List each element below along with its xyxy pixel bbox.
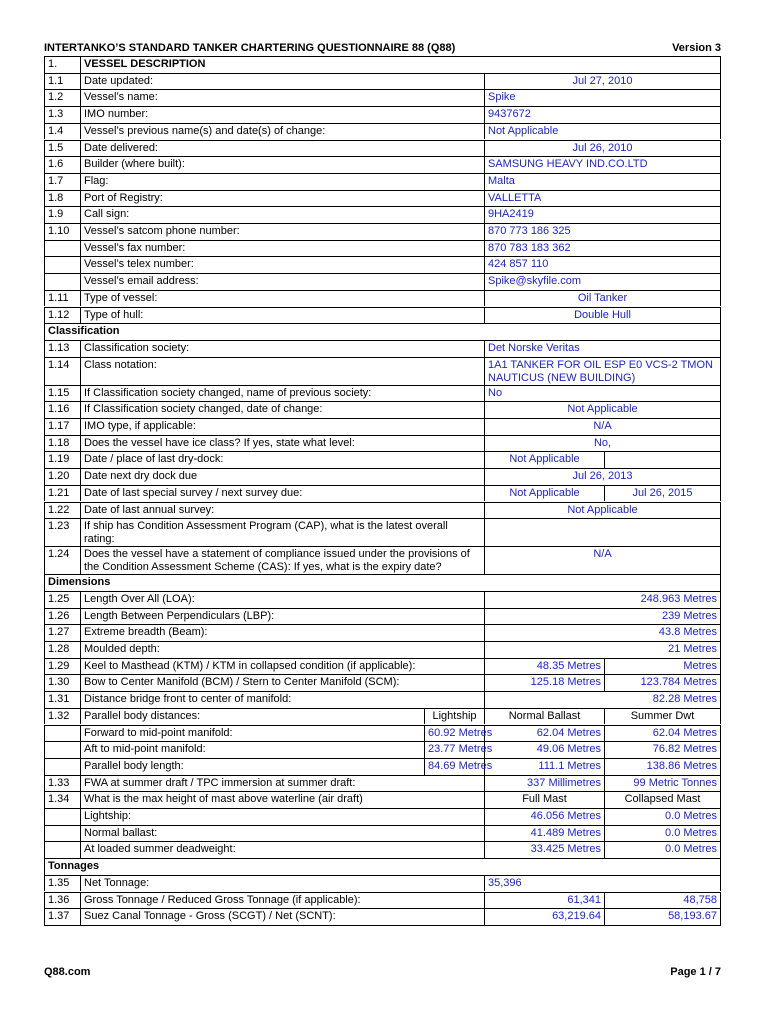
field-value: 60.92 Metres <box>425 725 485 742</box>
table-row <box>44 591 721 608</box>
table-row <box>44 825 721 842</box>
item-number: 1.5 <box>44 140 81 157</box>
field-label: Parallel body distances: <box>81 708 425 725</box>
field-value: Not Applicable <box>485 485 605 502</box>
table-row <box>44 841 721 858</box>
field-value: 123.784 Metres <box>605 674 721 691</box>
field-value: 0.0 Metres <box>605 841 721 858</box>
row-divider <box>44 658 721 659</box>
field-label: Bow to Center Manifold (BCM) / Stern to Center Manifold (SCM): <box>81 674 485 691</box>
field-value: 23.77 Metres <box>425 741 485 758</box>
page-number: Page 1 / 7 <box>670 966 721 978</box>
field-label: Vessel’s email address: <box>81 273 485 290</box>
field-value: 0.0 Metres <box>605 825 721 842</box>
row-divider <box>44 624 721 625</box>
field-value: 870 773 186 325 <box>485 223 721 240</box>
version-label: Version 3 <box>672 42 721 54</box>
item-number <box>44 323 81 340</box>
field-value: 870 783 183 362 <box>485 240 721 257</box>
item-number <box>44 841 81 858</box>
item-number: 1.15 <box>44 385 81 402</box>
item-number: 1.32 <box>44 708 81 725</box>
row-divider <box>44 825 721 826</box>
item-number: 1.28 <box>44 641 81 658</box>
field-value: 111.1 Metres <box>485 758 605 775</box>
table-row <box>44 451 721 468</box>
field-value: 63,219.64 <box>485 908 605 925</box>
table-row <box>44 546 721 574</box>
row-divider <box>44 173 721 174</box>
table-row <box>44 140 721 157</box>
row-divider <box>44 674 721 675</box>
table-row <box>44 691 721 708</box>
table-row <box>44 908 721 925</box>
field-value: Spike <box>485 89 721 106</box>
row-divider <box>44 591 721 592</box>
field-label: Date delivered: <box>81 140 485 157</box>
field-value: 48,758 <box>605 892 721 909</box>
field-label: Does the vessel have a statement of compliance issued under the provisions of the Condition Assessment Scheme (CAS): If yes, what is the expiry date? <box>81 546 485 574</box>
field-value: No <box>485 385 721 402</box>
table-row <box>44 273 721 290</box>
row-divider <box>44 340 721 341</box>
field-value: VALLETTA <box>485 190 721 207</box>
row-divider <box>44 357 721 358</box>
table-row <box>44 791 721 808</box>
table-row <box>44 89 721 106</box>
field-value: Normal Ballast <box>485 708 605 725</box>
section-row <box>44 323 721 340</box>
row-divider <box>44 206 721 207</box>
field-value: 424 857 110 <box>485 256 721 273</box>
field-label: IMO type, if applicable: <box>81 418 485 435</box>
row-divider <box>44 89 721 90</box>
table-row <box>44 307 721 324</box>
field-value: Not Applicable <box>485 502 721 519</box>
table-row <box>44 808 721 825</box>
item-number: 1.4 <box>44 123 81 140</box>
item-number: 1.30 <box>44 674 81 691</box>
table-row <box>44 608 721 625</box>
row-divider <box>44 485 721 486</box>
item-number <box>44 574 81 591</box>
row-divider <box>44 858 721 859</box>
document-header <box>44 42 721 56</box>
field-value: 9HA2419 <box>485 206 721 223</box>
field-value: 138.86 Metres <box>605 758 721 775</box>
field-label: FWA at summer draft / TPC immersion at summer draft: <box>81 775 485 792</box>
field-value: 41.489 Metres <box>485 825 605 842</box>
field-value: No, <box>485 435 721 452</box>
field-value: Metres <box>605 658 721 675</box>
table-row <box>44 240 721 257</box>
row-divider <box>44 841 721 842</box>
table-row <box>44 223 721 240</box>
item-number: 1.25 <box>44 591 81 608</box>
table-row <box>44 468 721 485</box>
table-row <box>44 775 721 792</box>
row-divider <box>44 725 721 726</box>
row-divider <box>44 775 721 776</box>
row-divider <box>44 106 721 107</box>
field-label: Moulded depth: <box>81 641 485 658</box>
field-value: 46.056 Metres <box>485 808 605 825</box>
row-divider <box>44 140 721 141</box>
field-value: 0.0 Metres <box>605 808 721 825</box>
section-title: VESSEL DESCRIPTION <box>81 56 721 73</box>
field-label: Vessel’s fax number: <box>81 240 485 257</box>
field-value: 99 Metric Tonnes <box>605 775 721 792</box>
field-value: 76.82 Metres <box>605 741 721 758</box>
table-row <box>44 624 721 641</box>
item-number: 1.34 <box>44 791 81 808</box>
row-divider <box>44 156 721 157</box>
item-number: 1.10 <box>44 223 81 240</box>
table-row <box>44 73 721 90</box>
field-label: Flag: <box>81 173 485 190</box>
row-divider <box>44 546 721 547</box>
field-label: Lightship: <box>81 808 485 825</box>
table-row <box>44 385 721 402</box>
item-number: 1. <box>44 56 81 73</box>
row-divider <box>44 791 721 792</box>
section-title: Tonnages <box>44 858 721 875</box>
item-number <box>44 758 81 775</box>
row-divider <box>44 290 721 291</box>
row-divider <box>44 385 721 386</box>
item-number: 1.20 <box>44 468 81 485</box>
row-divider <box>44 808 721 809</box>
table-row <box>44 401 721 418</box>
item-number: 1.27 <box>44 624 81 641</box>
table-row <box>44 485 721 502</box>
table-row <box>44 106 721 123</box>
field-label: Suez Canal Tonnage - Gross (SCGT) / Net (SCNT): <box>81 908 485 925</box>
row-divider <box>44 574 721 575</box>
row-divider <box>44 73 721 74</box>
field-label: Vessel’s satcom phone number: <box>81 223 485 240</box>
table-row <box>44 875 721 892</box>
item-number <box>44 825 81 842</box>
field-value: 21 Metres <box>485 641 721 658</box>
row-divider <box>44 468 721 469</box>
field-label: Date / place of last dry-dock: <box>81 451 485 468</box>
item-number: 1.13 <box>44 340 81 357</box>
field-label: Date of last special survey / next survey due: <box>81 485 485 502</box>
table-row <box>44 892 721 909</box>
table-row <box>44 357 721 385</box>
item-number <box>44 808 81 825</box>
field-label: Length Between Perpendiculars (LBP): <box>81 608 485 625</box>
section-row <box>44 574 721 591</box>
table-row <box>44 206 721 223</box>
field-value: Jul 26, 2015 <box>605 485 721 502</box>
table-row <box>44 290 721 307</box>
field-value: 61,341 <box>485 892 605 909</box>
field-label: Keel to Masthead (KTM) / KTM in collapsed condition (if applicable): <box>81 658 485 675</box>
field-label: Vessel’s telex number: <box>81 256 485 273</box>
row-divider <box>44 691 721 692</box>
item-number <box>44 256 81 273</box>
row-divider <box>44 451 721 452</box>
item-number <box>44 725 81 742</box>
document-footer <box>44 966 721 980</box>
field-value <box>605 451 721 468</box>
row-divider <box>44 190 721 191</box>
field-value: Malta <box>485 173 721 190</box>
field-label: If ship has Condition Assessment Program (CAP), what is the latest overall rating: <box>81 518 485 546</box>
field-label: Extreme breadth (Beam): <box>81 624 485 641</box>
item-number: 1.6 <box>44 156 81 173</box>
item-number: 1.9 <box>44 206 81 223</box>
item-number: 1.18 <box>44 435 81 452</box>
field-label: Does the vessel have ice class? If yes, state what level: <box>81 435 485 452</box>
table-row <box>44 435 721 452</box>
section-row <box>44 858 721 875</box>
row-divider <box>44 256 721 257</box>
item-number: 1.11 <box>44 290 81 307</box>
table-row <box>44 758 721 775</box>
field-value: 337 Millimetres <box>485 775 605 792</box>
field-value: 1A1 TANKER FOR OIL ESP E0 VCS-2 TMON NAUTICUS (NEW BUILDING) <box>485 357 721 385</box>
table-row <box>44 418 721 435</box>
row-divider <box>44 708 721 709</box>
field-value: Lightship <box>425 708 485 725</box>
field-value: 33.425 Metres <box>485 841 605 858</box>
item-number: 1.7 <box>44 173 81 190</box>
row-divider <box>44 608 721 609</box>
table-row <box>44 502 721 519</box>
field-value: 62.04 Metres <box>605 725 721 742</box>
row-divider <box>44 123 721 124</box>
field-label: Call sign: <box>81 206 485 223</box>
field-value: 248.963 Metres <box>485 591 721 608</box>
field-value <box>485 518 721 546</box>
row-divider <box>44 435 721 436</box>
field-value: N/A <box>485 418 721 435</box>
field-label: Vessel’s previous name(s) and date(s) of change: <box>81 123 485 140</box>
item-number: 1.2 <box>44 89 81 106</box>
item-number: 1.22 <box>44 502 81 519</box>
field-label: Normal ballast: <box>81 825 485 842</box>
item-number <box>44 741 81 758</box>
field-label: Classification society: <box>81 340 485 357</box>
field-value: 82.28 Metres <box>485 691 721 708</box>
row-divider <box>44 908 721 909</box>
row-divider <box>44 56 721 57</box>
table-row <box>44 741 721 758</box>
table-row <box>44 173 721 190</box>
field-label: At loaded summer deadweight: <box>81 841 485 858</box>
item-number: 1.21 <box>44 485 81 502</box>
field-value: 58,193.67 <box>605 908 721 925</box>
row-divider <box>44 741 721 742</box>
field-value: Jul 27, 2010 <box>485 73 721 90</box>
field-label: If Classification society changed, date of change: <box>81 401 485 418</box>
item-number: 1.3 <box>44 106 81 123</box>
table-row <box>44 518 721 546</box>
item-number: 1.19 <box>44 451 81 468</box>
row-divider <box>44 273 721 274</box>
item-number: 1.35 <box>44 875 81 892</box>
field-value: Det Norske Veritas <box>485 340 721 357</box>
field-value: SAMSUNG HEAVY IND.CO.LTD <box>485 156 721 173</box>
table-row <box>44 658 721 675</box>
table-row <box>44 708 721 725</box>
item-number: 1.17 <box>44 418 81 435</box>
table-row <box>44 123 721 140</box>
field-label: If Classification society changed, name of previous society: <box>81 385 485 402</box>
item-number: 1.36 <box>44 892 81 909</box>
row-divider <box>44 418 721 419</box>
row-divider <box>44 875 721 876</box>
field-label: IMO number: <box>81 106 485 123</box>
field-value: 84.69 Metres <box>425 758 485 775</box>
row-divider <box>44 401 721 402</box>
row-divider <box>44 223 721 224</box>
field-value: Not Applicable <box>485 451 605 468</box>
row-divider <box>44 641 721 642</box>
field-value: 43.8 Metres <box>485 624 721 641</box>
row-divider <box>44 323 721 324</box>
table-row <box>44 641 721 658</box>
row-divider <box>44 240 721 241</box>
table-row <box>44 340 721 357</box>
item-number: 1.24 <box>44 546 81 574</box>
row-divider <box>44 758 721 759</box>
item-number: 1.26 <box>44 608 81 625</box>
field-label: Class notation: <box>81 357 485 385</box>
field-label: Length Over All (LOA): <box>81 591 485 608</box>
field-value: Not Applicable <box>485 123 721 140</box>
field-value: Jul 26, 2013 <box>485 468 721 485</box>
table-row <box>44 725 721 742</box>
row-divider <box>44 518 721 519</box>
field-value: Full Mast <box>485 791 605 808</box>
field-value: 125.18 Metres <box>485 674 605 691</box>
section-title: Dimensions <box>44 574 721 591</box>
table-row <box>44 156 721 173</box>
item-number: 1.1 <box>44 73 81 90</box>
item-number <box>44 858 81 875</box>
field-value: 239 Metres <box>485 608 721 625</box>
field-label: Net Tonnage: <box>81 875 485 892</box>
field-label: Forward to mid-point manifold: <box>81 725 425 742</box>
field-value: Double Hull <box>485 307 721 324</box>
field-label: Date updated: <box>81 73 485 90</box>
item-number: 1.23 <box>44 518 81 546</box>
field-value: 62.04 Metres <box>485 725 605 742</box>
field-value: Summer Dwt <box>605 708 721 725</box>
table-row <box>44 674 721 691</box>
field-value: N/A <box>485 546 721 574</box>
field-label: Parallel body length: <box>81 758 425 775</box>
table-row <box>44 190 721 207</box>
row-divider <box>44 892 721 893</box>
item-number: 1.14 <box>44 357 81 385</box>
row-divider <box>44 925 721 926</box>
field-value: 49.06 Metres <box>485 741 605 758</box>
table-row <box>44 256 721 273</box>
item-number: 1.33 <box>44 775 81 792</box>
item-number: 1.8 <box>44 190 81 207</box>
field-value: 9437672 <box>485 106 721 123</box>
field-label: Distance bridge front to center of manifold: <box>81 691 485 708</box>
row-divider <box>44 307 721 308</box>
document-title: INTERTANKO’S STANDARD TANKER CHARTERING QUESTIONNAIRE 88 (Q88) <box>44 42 456 54</box>
field-value: Not Applicable <box>485 401 721 418</box>
footer-site: Q88.com <box>44 966 91 978</box>
field-value: Spike@skyfile.com <box>485 273 721 290</box>
field-value: 48.35 Metres <box>485 658 605 675</box>
field-value: Oil Tanker <box>485 290 721 307</box>
section-title: Classification <box>44 323 721 340</box>
field-label: Builder (where built): <box>81 156 485 173</box>
field-label: Type of vessel: <box>81 290 485 307</box>
field-label: What is the max height of mast above waterline (air draft) <box>81 791 485 808</box>
field-label: Gross Tonnage / Reduced Gross Tonnage (if applicable): <box>81 892 485 909</box>
field-label: Date of last annual survey: <box>81 502 485 519</box>
field-label: Aft to mid-point manifold: <box>81 741 425 758</box>
item-number: 1.37 <box>44 908 81 925</box>
section-row <box>44 56 721 73</box>
field-value: Jul 26, 2010 <box>485 140 721 157</box>
item-number: 1.16 <box>44 401 81 418</box>
row-divider <box>44 502 721 503</box>
field-value: Collapsed Mast <box>605 791 721 808</box>
item-number <box>44 273 81 290</box>
field-value: 35,396 <box>485 875 721 892</box>
item-number: 1.29 <box>44 658 81 675</box>
field-label: Vessel’s name: <box>81 89 485 106</box>
field-label: Port of Registry: <box>81 190 485 207</box>
item-number: 1.12 <box>44 307 81 324</box>
item-number <box>44 240 81 257</box>
item-number: 1.31 <box>44 691 81 708</box>
field-label: Type of hull: <box>81 307 485 324</box>
questionnaire-table <box>44 0 721 1024</box>
field-label: Date next dry dock due <box>81 468 485 485</box>
